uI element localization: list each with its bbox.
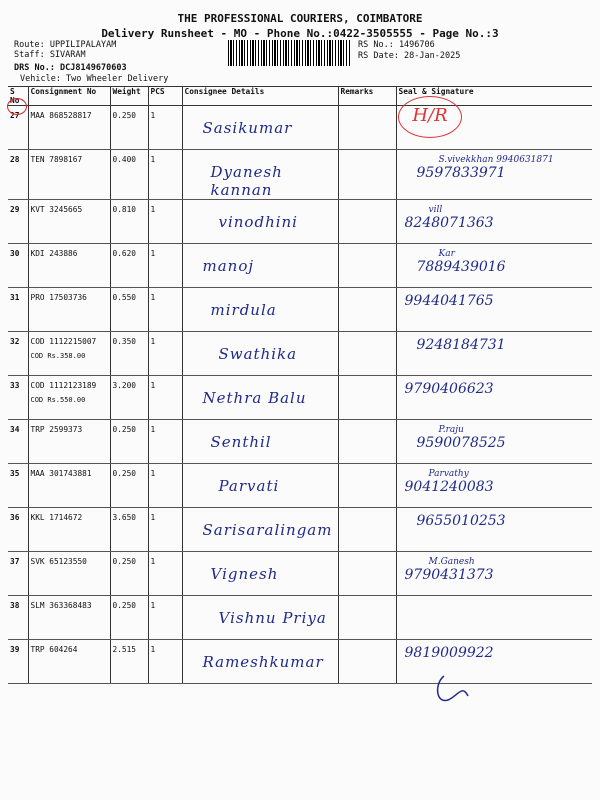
consignee-cell: [182, 596, 338, 640]
rs-no-field: RS No.: 1496706: [358, 40, 435, 50]
remarks-cell: [338, 508, 396, 552]
consignment-cell: [28, 508, 110, 552]
consignment-no: SVK 65123550: [30, 557, 87, 566]
signature: P.raju: [438, 425, 464, 435]
seal-stamp: H/R: [398, 96, 462, 138]
remarks-cell: [338, 640, 396, 684]
sno-cell: 29: [8, 200, 28, 244]
consignment-cell: [28, 288, 110, 332]
remarks-cell: [338, 332, 396, 376]
consignment-no: KDI 243886: [30, 249, 78, 258]
pcs-cell: 1: [148, 332, 182, 376]
consignment-cell: [28, 376, 110, 420]
col-consignment: Consignment No: [28, 87, 110, 106]
consignee-cell: [182, 244, 338, 288]
consignee-cell: [182, 288, 338, 332]
consignee-name: Nethra Balu: [202, 389, 307, 407]
weight-cell: 0.350: [110, 332, 148, 376]
weight-cell: 0.550: [110, 288, 148, 332]
signature-cell: [396, 150, 592, 200]
table-row: [8, 244, 592, 288]
signature-cell: [396, 288, 592, 332]
pcs-cell: 1: [148, 244, 182, 288]
sno-cell: 33: [8, 376, 28, 420]
consignee-cell: [182, 640, 338, 684]
document-title: THE PROFESSIONAL COURIERS, COIMBATORE: [177, 12, 423, 25]
consignee-name: Vishnu Priya: [218, 609, 327, 627]
phone-number: 9944041765: [404, 293, 494, 309]
consignment-no: COD 1112123189: [30, 381, 97, 390]
table-row: [8, 596, 592, 640]
vehicle-field: Vehicle: Two Wheeler Delivery: [20, 74, 169, 84]
consignment-cell: [28, 640, 110, 684]
signature-cell: [396, 332, 592, 376]
consignee-name: Swathika: [218, 345, 298, 363]
phone-number: 9590078525: [416, 435, 506, 451]
pcs-cell: 1: [148, 200, 182, 244]
sno-cell: 32: [8, 332, 28, 376]
phone-number: 7889439016: [416, 259, 506, 275]
consignment-no: SLM 363368483: [30, 601, 92, 610]
phone-number: 9819009922: [404, 645, 494, 661]
remarks-cell: [338, 200, 396, 244]
signature-cell: [396, 640, 592, 684]
consignee-cell: [182, 150, 338, 200]
table-row: [8, 420, 592, 464]
consignee-cell: [182, 552, 338, 596]
remarks-cell: [338, 288, 396, 332]
signature: M.Ganesh: [428, 557, 475, 567]
col-remarks: Remarks: [338, 87, 396, 106]
remarks-cell: [338, 244, 396, 288]
consignee-name: mirdula: [210, 301, 277, 319]
table-row: [8, 200, 592, 244]
signature-cell: [396, 376, 592, 420]
consignee-name: Senthil: [210, 433, 272, 451]
consignment-cell: [28, 596, 110, 640]
consignee-cell: [182, 200, 338, 244]
sno-cell: 37: [8, 552, 28, 596]
signature-cell: [396, 508, 592, 552]
signature: S.vivekkhan 9940631871: [438, 155, 554, 165]
consignment-cell: [28, 420, 110, 464]
table-row: [8, 508, 592, 552]
drs-field: DRS No.: DCJ8149670603: [14, 63, 127, 73]
consignment-cell: [28, 552, 110, 596]
table-row: [8, 288, 592, 332]
pcs-cell: 1: [148, 376, 182, 420]
weight-cell: 0.250: [110, 552, 148, 596]
phone-number: 9248184731: [416, 337, 506, 353]
document-subtitle: Delivery Runsheet - MO - Phone No.:0422-3505555 - Page No.:3: [101, 27, 499, 40]
consignment-no: COD 1112215007: [30, 337, 97, 346]
table-header-row: [8, 87, 592, 106]
consignment-cell: [28, 150, 110, 200]
signature-cell: [396, 420, 592, 464]
weight-cell: 0.250: [110, 420, 148, 464]
remarks-cell: [338, 552, 396, 596]
weight-cell: 0.620: [110, 244, 148, 288]
weight-cell: 2.515: [110, 640, 148, 684]
phone-number: 9790431373: [404, 567, 494, 583]
weight-cell: 0.250: [110, 106, 148, 150]
consignment-no: KKL 1714672: [30, 513, 83, 522]
consignee-cell: [182, 508, 338, 552]
remarks-cell: [338, 376, 396, 420]
phone-number: 9041240083: [404, 479, 494, 495]
signature-cell: [396, 244, 592, 288]
consignment-no: MAA 868528817: [30, 111, 92, 120]
pcs-cell: 1: [148, 596, 182, 640]
signature: Kar: [438, 249, 455, 259]
weight-cell: 0.250: [110, 464, 148, 508]
consignee-cell: [182, 376, 338, 420]
consignee-name: Parvati: [218, 477, 280, 495]
sno-cell: 31: [8, 288, 28, 332]
consignment-cell: [28, 332, 110, 376]
signature-cell: [396, 552, 592, 596]
signature: vill: [428, 205, 443, 215]
consignee-cell: [182, 332, 338, 376]
remarks-cell: [338, 596, 396, 640]
table-row: [8, 376, 592, 420]
circle-mark: [7, 98, 27, 115]
table-row: [8, 640, 592, 684]
signature-cell: [396, 596, 592, 640]
cod-amount: COD Rs.550.00: [30, 396, 86, 404]
table-row: [8, 332, 592, 376]
remarks-cell: [338, 464, 396, 508]
weight-cell: 0.400: [110, 150, 148, 200]
weight-cell: 0.810: [110, 200, 148, 244]
remarks-cell: [338, 150, 396, 200]
consignee-name: Dyanesh kannan: [210, 163, 283, 199]
signature-scribble: [432, 670, 472, 710]
pcs-cell: 1: [148, 288, 182, 332]
consignee-name: Sarisaralingam: [202, 521, 333, 539]
signature-cell: [396, 200, 592, 244]
table-row: [8, 552, 592, 596]
staff-field: Staff: SIVARAM: [14, 50, 86, 60]
sno-cell: 27: [8, 106, 28, 150]
table-row: [8, 106, 592, 150]
consignee-cell: [182, 106, 338, 150]
runsheet-table: [8, 86, 592, 684]
consignment-no: PRO 17503736: [30, 293, 87, 302]
remarks-cell: [338, 106, 396, 150]
phone-number: 8248071363: [404, 215, 494, 231]
pcs-cell: 1: [148, 150, 182, 200]
barcode: [228, 40, 350, 66]
pcs-cell: 1: [148, 552, 182, 596]
col-consignee: Consignee Details: [182, 87, 338, 106]
sno-cell: 36: [8, 508, 28, 552]
sno-cell: 38: [8, 596, 28, 640]
col-signature: Seal & Signature: [396, 87, 592, 106]
consignee-name: vinodhini: [218, 213, 298, 231]
col-weight: Weight: [110, 87, 148, 106]
consignment-no: TRP 604264: [30, 645, 78, 654]
consignee-name: manoj: [202, 257, 255, 275]
pcs-cell: 1: [148, 640, 182, 684]
consignment-no: TEN 7898167: [30, 155, 83, 164]
remarks-cell: [338, 420, 396, 464]
consignment-no: TRP 2599373: [30, 425, 83, 434]
sno-cell: 39: [8, 640, 28, 684]
consignment-cell: [28, 244, 110, 288]
signature: Parvathy: [428, 469, 469, 479]
col-pcs: PCS: [148, 87, 182, 106]
pcs-cell: 1: [148, 420, 182, 464]
consignment-no: KVT 3245665: [30, 205, 83, 214]
weight-cell: 3.200: [110, 376, 148, 420]
consignee-cell: [182, 420, 338, 464]
pcs-cell: 1: [148, 508, 182, 552]
consignment-cell: [28, 106, 110, 150]
col-sno: S No: [8, 87, 28, 106]
sno-cell: 35: [8, 464, 28, 508]
consignment-cell: [28, 464, 110, 508]
consignee-name: Sasikumar: [202, 119, 293, 137]
phone-number: 9655010253: [416, 513, 506, 529]
consignee-cell: [182, 464, 338, 508]
table-row: [8, 150, 592, 200]
phone-number: 9597833971: [416, 165, 506, 181]
consignee-name: Vignesh: [210, 565, 279, 583]
pcs-cell: 1: [148, 464, 182, 508]
cod-amount: COD Rs.358.00: [30, 352, 86, 360]
phone-number: 9790406623: [404, 381, 494, 397]
sno-cell: 28: [8, 150, 28, 200]
consignment-cell: [28, 200, 110, 244]
table-row: [8, 464, 592, 508]
pcs-cell: 1: [148, 106, 182, 150]
sno-cell: 30: [8, 244, 28, 288]
consignment-no: MAA 301743881: [30, 469, 92, 478]
weight-cell: 0.250: [110, 596, 148, 640]
consignee-name: Rameshkumar: [202, 653, 324, 671]
rs-date-field: RS Date: 28-Jan-2025: [358, 51, 461, 61]
weight-cell: 3.650: [110, 508, 148, 552]
signature-cell: [396, 464, 592, 508]
sno-cell: 34: [8, 420, 28, 464]
route-field: Route: UPPILIPALAYAM: [14, 40, 117, 50]
